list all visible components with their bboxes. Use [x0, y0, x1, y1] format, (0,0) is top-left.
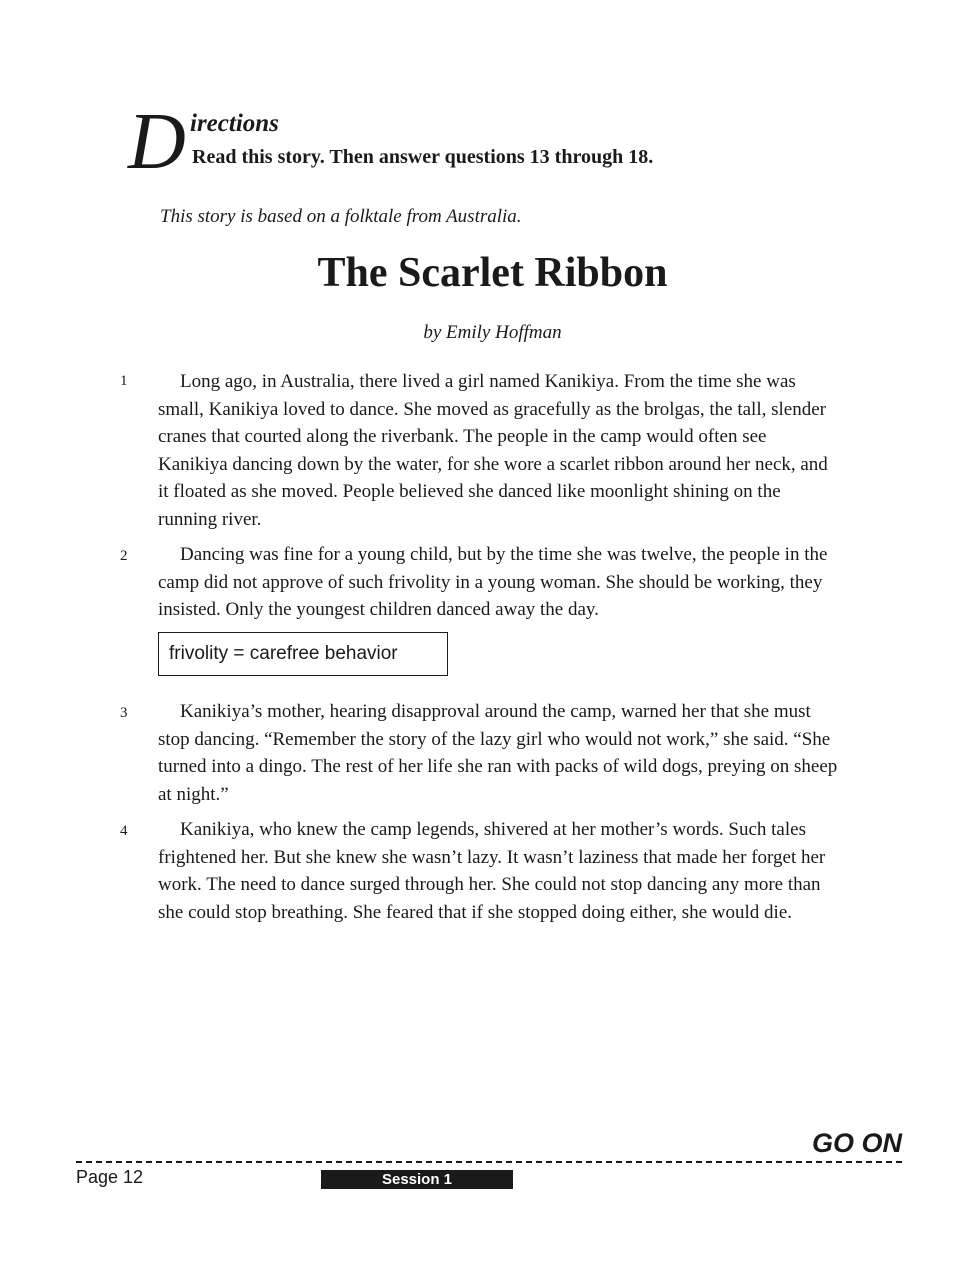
go-on-label: GO ON [811, 1128, 902, 1158]
paragraph-number-4: 4 [120, 823, 128, 839]
directions-header [128, 98, 888, 186]
directions-heading: irections [190, 110, 279, 137]
story-byline: by Emily Hoffman [423, 322, 562, 343]
story-title: The Scarlet Ribbon [317, 250, 668, 296]
footer-divider [76, 1161, 902, 1163]
directions-dropcap: D [128, 98, 186, 186]
paragraph-number-3: 3 [120, 705, 128, 721]
paragraph-2: Dancing was fine for a young child, but by the time she was twelve, the people in the camp did not approve of such frivolity in a young woman. She should be working, they insisted. Only the youngest children danced away the day. [158, 544, 828, 621]
vocabulary-box: frivolity = carefree behavior [158, 632, 448, 676]
paragraph-number-2: 2 [120, 548, 128, 564]
session-label: Session 1 [321, 1170, 513, 1189]
paragraph-3: Kanikiya’s mother, hearing disapproval around the camp, warned her that she must stop dancing. “Remember the story of the lazy girl who would not work,” she said. “She turned into a dingo. The rest of her life she ran with packs of wild dogs, preying on sheep at night.” [158, 701, 838, 805]
paragraph-4: Kanikiya, who knew the camp legends, shivered at her mother’s words. Such tales frightened her. But she knew she wasn’t lazy. It wasn’t laziness that made her forget her work. The need to dance surged through her. She could not stop dancing any more than she could stop breathing. She feared that if she stopped doing either, she would die. [158, 819, 826, 923]
paragraph-number-1: 1 [120, 373, 128, 389]
intro-note: This story is based on a folktale from Australia. [160, 206, 522, 227]
directions-instruction: Read this story. Then answer questions 13 through 18. [192, 146, 654, 168]
page-number: Page 12 [76, 1167, 144, 1187]
paragraph-1: Long ago, in Australia, there lived a girl named Kanikiya. From the time she was small, Kanikiya loved to dance. She moved as gracefully as the brolgas, the tall, slender cranes that courted along the riverbank. The people in the camp would often see Kanikiya dancing down by the water, for she wore a scarlet ribbon around her neck, and it floated as she moved. People believed she danced like moonlight shining on the running river. [158, 371, 828, 530]
